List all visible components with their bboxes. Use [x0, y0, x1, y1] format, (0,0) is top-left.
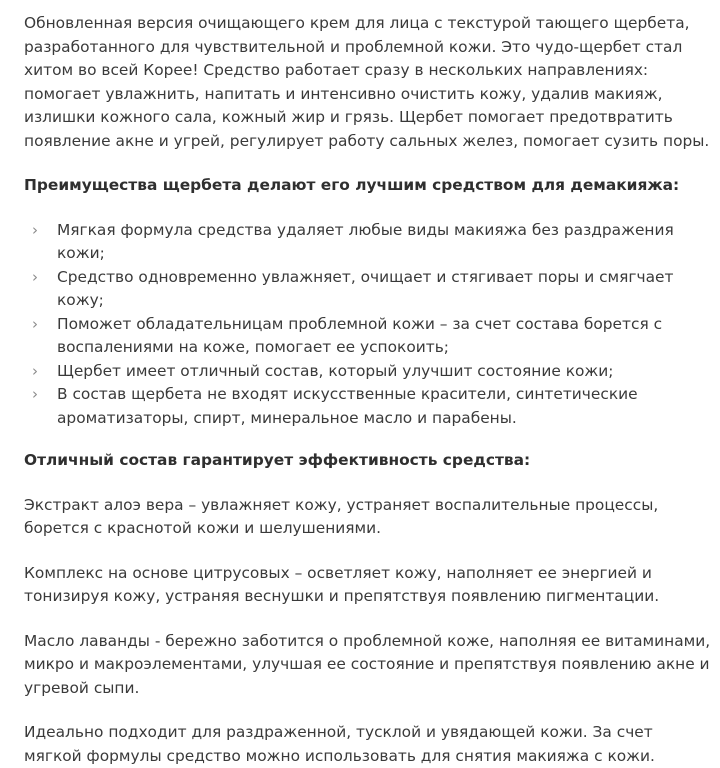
list-item-text: Щербет имеет отличный состав, который улучшит состояние кожи;	[57, 361, 614, 380]
intro-paragraph: Обновленная версия очищающего крем для лица с текстурой тающего щербета, разработанного для чувствительной и проблемной кожи. Это чудо-щербет стал хитом во всей Корее! Средство работает сразу в нескольких направлениях: помогает увлажнить, напитать и интенсивно очистить кожу, удалив макияж, излишки кожного сала, кожный жир и грязь. Щербет помогает предотвратить появление акне и угрей, регулирует работу сальных желез, помогает сузить поры.	[24, 14, 710, 150]
list-item-text: Мягкая формула средства удаляет любые виды макияжа без раздражения кожи;	[57, 220, 674, 262]
list-item-text: Поможет обладательницам проблемной кожи – за счет состава борется с воспалениями на коже, помогает ее успокоить;	[57, 314, 663, 356]
chevron-right-icon: ›	[32, 385, 38, 403]
chevron-right-icon: ›	[32, 267, 38, 286]
chevron-right-icon: ›	[32, 220, 38, 239]
list-item-text: Средство одновременно увлажняет, очищает и стягивает поры и смягчает кожу;	[57, 267, 674, 309]
benefits-list	[24, 219, 714, 431]
benefits-heading: Преимущества щербета делают его лучшим средством для демакияжа:	[24, 176, 680, 194]
list-item-text: В состав щербета не входят искусственные красители, синтетические ароматизаторы, спирт, минеральное масло и парабены.	[57, 385, 638, 427]
list-item	[24, 360, 714, 384]
list-item	[24, 219, 714, 266]
composition-paragraph-aloe: Экстракт алоэ вера – увлажняет кожу, устраняет воспалительные процессы, борется с краснотой кожи и шелушениями.	[24, 495, 659, 537]
composition-paragraph-citrus: Комплекс на основе цитрусовых – осветляет кожу, наполняет ее энергией и тонизируя кожу, устраняя веснушки и препятствуя появлению пигментации.	[24, 563, 660, 605]
composition-paragraph-suitability: Идеально подходит для раздраженной, тусклой и увядающей кожи. За счет мягкой формулы средство можно использовать для снятия макияжа с кожи.	[24, 723, 655, 765]
composition-paragraph-lavender: Масло лаванды - бережно заботится о проблемной коже, наполняя ее витаминами, микро и макроэлементами, улучшая ее состояние и препятствуя появлению акне и угревой сыпи.	[24, 631, 711, 697]
chevron-right-icon: ›	[32, 361, 38, 380]
list-item	[24, 313, 714, 360]
composition-heading: Отличный состав гарантирует эффективность средства:	[24, 451, 531, 469]
chevron-right-icon: ›	[32, 314, 38, 333]
list-item	[24, 266, 714, 313]
list-item	[24, 383, 714, 430]
